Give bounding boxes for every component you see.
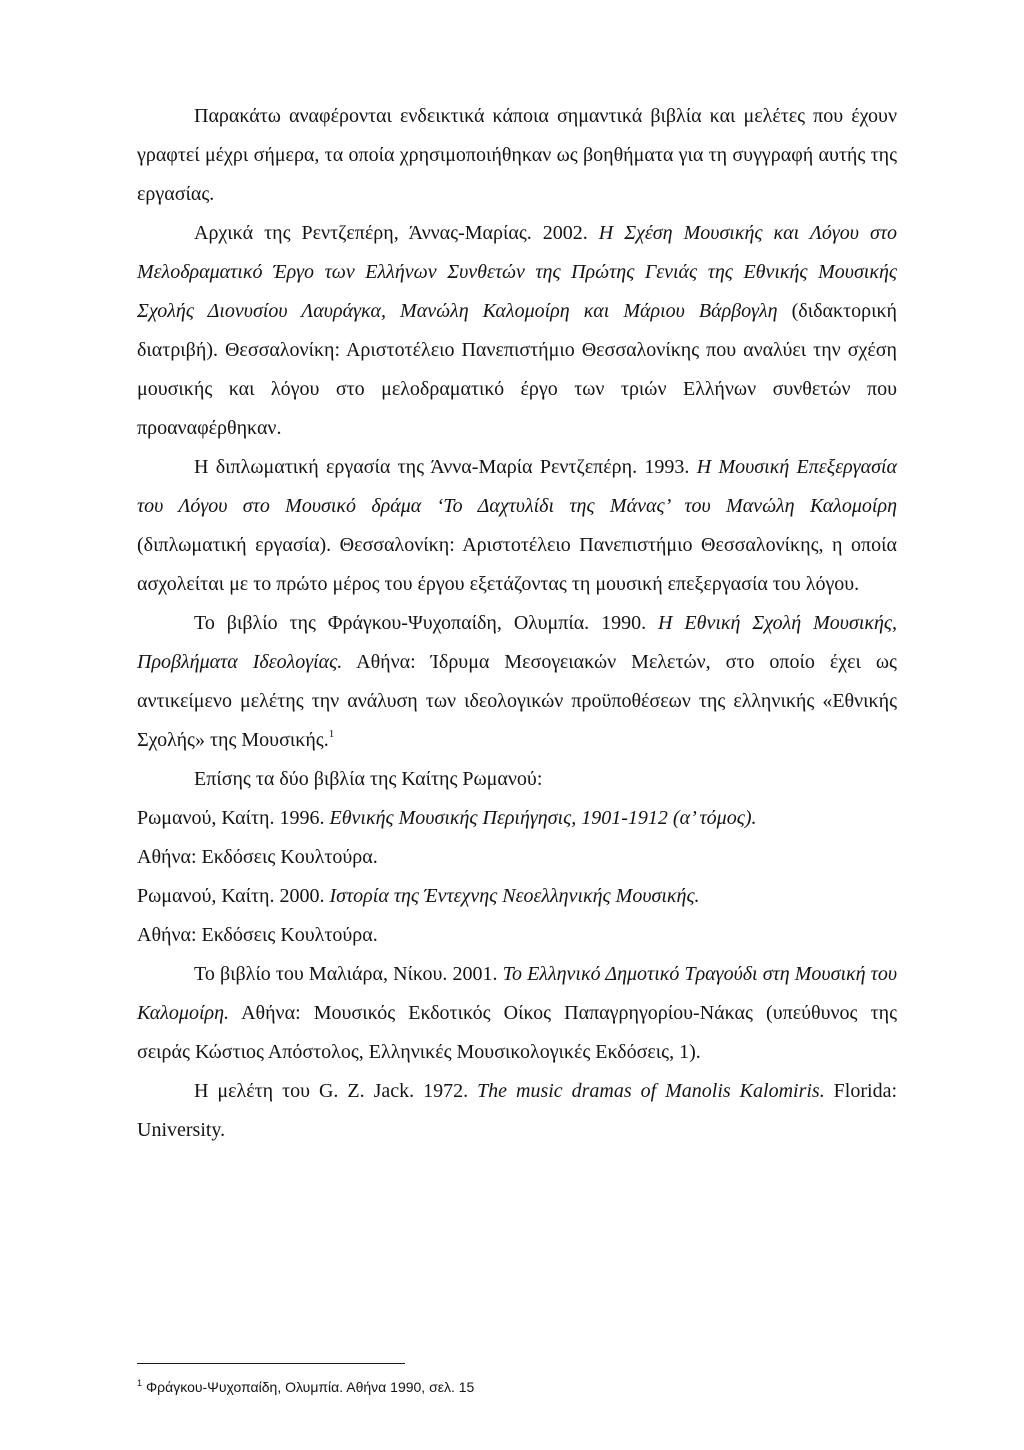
entry-lead: Η διπλωματική εργασία της Άννα-Μαρία Ρεντζεπέρη. 1993. [194,456,697,478]
rentzeperi-phd-entry [137,214,897,448]
romanou-2000-publisher: Αθήνα: Εκδόσεις Κουλτούρα. [137,924,378,946]
entry-lead: Το βιβλίο του Μαλιάρα, Νίκου. 2001. [194,963,503,985]
footnote-separator [137,1363,405,1364]
entry-title: Η Εθνική Σχολή Μουσικής, Προβλήματα Ιδεολογίας. [137,612,898,673]
entry-title: Εθνικής Μουσικής Περιήγησις, 1901-1912 (α’ τόμος). [329,807,757,829]
footnote-text: Φράγκου-Ψυχοπαίδη, Ολυμπία. Αθήνα 1990, σελ. 15 [146,1379,475,1395]
romanou-1996-publisher: Αθήνα: Εκδόσεις Κουλτούρα. [137,846,378,868]
intro-paragraph: Παρακάτω αναφέρονται ενδεικτικά κάποια σημαντικά βιβλία και μελέτες που έχουν γραφτεί μέχρι σήμερα, τα οποία χρησιμοποιήθηκαν ως βοηθήματα για τη συγγραφή αυτής της εργασίας. [137,105,897,205]
maliaras-entry [137,955,897,1072]
entry-title: Η Μουσική Επεξεργασία του Λόγου στο Μουσικό δράμα ‘Το Δαχτυλίδι της Μάνας’ του Μανώλη Καλομοίρη [137,456,898,517]
entry-lead: Αρχικά της Ρεντζεπέρη, Άννας-Μαρίας. 2002. [194,222,599,244]
entry-tail: (διπλωματική εργασία). Θεσσαλονίκη: Αριστοτέλειο Πανεπιστήμιο Θεσσαλονίκης, η οποία ασχολείται με το πρώτο μέρος του έργου εξετάζοντας τη μουσική επεξεργασία του λόγου. [137,534,897,595]
entry-lead: Ρωμανού, Καίτη. 1996. [137,807,330,829]
jack-entry [137,1072,897,1150]
entry-tail: Αθήνα: Μουσικός Εκδοτικός Οίκος Παπαγρηγορίου-Νάκας (υπεύθυνος της σειράς Κώστιος Απόστολος, Ελληνικές Μουσικολογικές Εκδόσεις, 1). [137,1002,897,1063]
entry-lead: Η μελέτη του G. Z. Jack. 1972. [194,1080,478,1102]
entry-lead: Το βιβλίο της Φράγκου-Ψυχοπαίδη, Ολυμπία. 1990. [194,612,659,634]
entry-title: Η Σχέση Μουσικής και Λόγου στο Μελοδραματικό Έργο των Ελλήνων Συνθετών της Πρώτης Γενιάς της Εθνικής Μουσικής Σχολής Διονυσίου Λαυράγκα, Μανώλη Καλομοίρη και Μάριου Βάρβογλη [137,222,897,322]
romanou-2000-entry [137,877,897,916]
footnote-reference[interactable]: 1 [328,728,335,740]
entry-lead: Ρωμανού, Καίτη. 2000. [137,885,330,907]
entry-tail: Florida: University. [137,1080,897,1141]
entry-tail: Αθήνα: Ίδρυμα Μεσογειακών Μελετών, στο οποίο έχει ως αντικείμενο μελέτης την ανάλυση των ιδεολογικών προϋποθέσεων της ελληνικής «Εθνικής Σχολής» της Μουσικής. [137,651,897,751]
fragkou-entry [137,604,897,760]
footnote-mark: 1 [137,1378,143,1388]
body-text [137,97,897,1150]
entry-title: Ιστορία της Έντεχνης Νεοελληνικής Μουσικής. [329,885,700,907]
entry-tail: (διδακτορική διατριβή). Θεσσαλονίκη: Αριστοτέλειο Πανεπιστήμιο Θεσσαλονίκης που αναλύει την σχέση μουσικής και λόγου στο μελοδραματικό έργο των τριών Ελλήνων συνθετών που προαναφέρθηκαν. [137,300,897,439]
entry-title: The music dramas of Manolis Kalomiris. [477,1080,825,1102]
footnote [137,1378,474,1396]
entry-title: Το Ελληνικό Δημοτικό Τραγούδι στη Μουσική του Καλομοίρη. [137,963,897,1024]
rentzeperi-thesis-entry [137,448,897,604]
romanou-intro: Επίσης τα δύο βιβλία της Καίτης Ρωμανού: [194,768,543,790]
romanou-1996-entry [137,799,897,838]
